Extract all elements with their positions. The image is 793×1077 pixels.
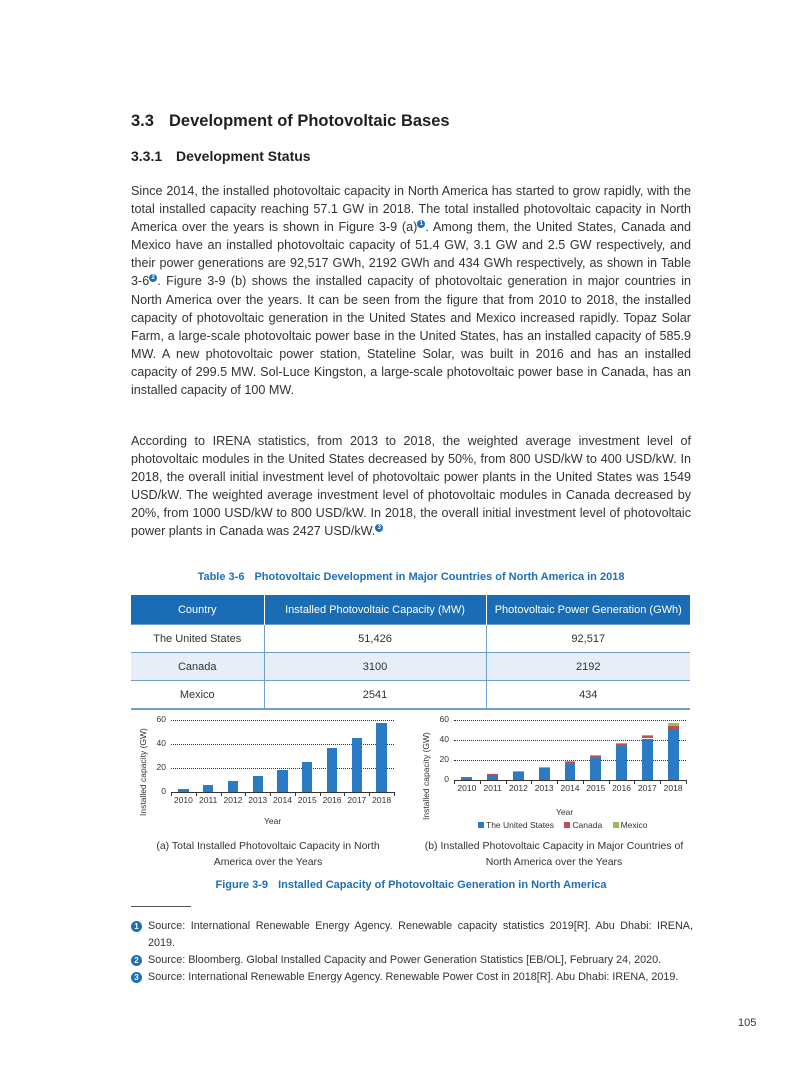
bar-segment [487, 775, 498, 780]
x-tick-label: 2014 [560, 783, 580, 793]
table-title: Photovoltaic Development in Major Countries of North America in 2018 [254, 571, 625, 583]
legend-swatch [478, 822, 484, 828]
bar-segment [539, 767, 550, 768]
bar-segment [565, 762, 576, 765]
gridline [171, 720, 394, 721]
x-axis-line [171, 792, 394, 793]
column-header: Photovoltaic Power Generation (GWh) [486, 595, 690, 625]
chart-capacity-by-country [418, 708, 693, 833]
footnote-text: Source: International Renewable Energy Agency. Renewable capacity statistics 2019[R]. Abu Dhabi: IRENA, 2019. [148, 920, 693, 949]
table-cell: Canada [131, 653, 264, 681]
bar-segment [487, 774, 498, 775]
y-tick-label: 20 [156, 762, 166, 772]
footnote-3 [131, 969, 693, 986]
section-heading [131, 112, 450, 131]
x-tick-label: 2011 [483, 783, 502, 793]
table-cell: 51,426 [264, 625, 486, 653]
section-title: Development of Photovoltaic Bases [169, 112, 450, 130]
subcaption-a: (a) Total Installed Photovoltaic Capacity in North America over the Years [156, 840, 380, 868]
table-cell: 434 [486, 681, 690, 710]
subcaption-b: (b) Installed Photovoltaic Capacity in Major Countries of North America over the Years [424, 840, 684, 868]
bar-segment [565, 764, 576, 780]
x-tick [686, 780, 687, 784]
paragraph-text: Since 2014, the installed photovoltaic capacity in North America has started to grow rapidly, with the total installed capacity reaching 57.1 GW in 2018. The total installed photovoltaic capacity in North America over the years is shown in Figure 3-9 (a) [131, 184, 691, 235]
column-header: Installed Photovoltaic Capacity (MW) [264, 595, 486, 625]
bar-segment [616, 743, 627, 746]
plot-area [439, 714, 686, 793]
bar [203, 785, 213, 792]
bar-segment [642, 736, 653, 739]
footnote-marker-3[interactable]: 3 [375, 524, 383, 532]
table-cell: 92,517 [486, 625, 690, 653]
bar-segment [642, 735, 653, 736]
bar [253, 776, 263, 792]
x-tick-label: 2011 [199, 795, 218, 805]
bar-segment [461, 778, 472, 780]
figure-caption [131, 879, 691, 891]
footnote-text: Source: International Renewable Energy Agency. Renewable Power Cost in 2018[R]. Abu Dhabi: IRENA, 2019. [148, 971, 679, 983]
table-caption [131, 571, 691, 583]
legend-item-us [478, 820, 554, 830]
x-tick-label: 2012 [508, 783, 528, 793]
footnote-text: Source: Bloomberg. Global Installed Capacity and Power Generation Statistics [EB/OL], February 24, 2020. [148, 954, 662, 966]
footnote-marker-1[interactable]: 1 [417, 220, 425, 228]
y-tick-label: 0 [161, 786, 166, 796]
bar-segment [616, 746, 627, 780]
x-axis-title: Year [556, 807, 574, 817]
paragraph-text: . Figure 3-9 (b) shows the installed capacity of photovoltaic generation in major countries in North America over the years. It can be seen from the figure that from 2010 to 2018, the installed capacity of photovoltaic generation in the United States and Mexico increased rapidly. Topaz Solar Farm, a large-scale photovoltaic power base in the United States, has an installed capacity of 585.9 MW. A new photovoltaic power station, Stateline Solar, was built in 2016 and has an installed capacity of 299.5 MW. Sol-Luce Kingston, a large-scale photovoltaic power base in Canada, has an installed capacity of 100 MW. [131, 274, 691, 398]
x-tick-label: 2015 [297, 795, 317, 805]
bar [376, 723, 386, 792]
x-tick-label: 2017 [637, 783, 657, 793]
x-axis-title: Year [264, 816, 282, 826]
table-number: Table 3-6 [197, 571, 245, 583]
bar [277, 770, 287, 792]
chart-total-capacity [135, 708, 405, 833]
x-tick-label: 2016 [322, 795, 342, 805]
bar [327, 748, 337, 792]
bar-segment [590, 758, 601, 780]
plot-area [156, 714, 394, 805]
legend-label: Mexico [620, 820, 648, 830]
x-tick-label: 2017 [347, 795, 367, 805]
paragraph-investment [131, 432, 691, 541]
y-axis-label: Installed capacity (GW) [138, 728, 148, 816]
figure-number: Figure 3-9 [215, 879, 269, 891]
x-tick-label: 2013 [534, 783, 554, 793]
table-row [131, 653, 690, 681]
legend-swatch [613, 822, 619, 828]
legend-item-mexico [613, 820, 648, 830]
y-tick-label: 0 [444, 774, 449, 784]
x-tick-label: 2010 [173, 795, 193, 805]
footnote-number-icon: 1 [131, 921, 142, 932]
footnote-number-icon: 3 [131, 972, 142, 983]
table-cell: 3100 [264, 653, 486, 681]
footnotes [131, 918, 693, 986]
bar-segment [642, 739, 653, 781]
footnote-number-icon: 2 [131, 955, 142, 966]
gridline [454, 720, 686, 721]
table-cell: The United States [131, 625, 264, 653]
subsection-number: 3.3.1 [131, 148, 163, 164]
x-axis-line [454, 780, 686, 781]
bar-segment [539, 768, 550, 780]
x-tick [394, 792, 395, 796]
bar-segment [513, 772, 524, 780]
y-tick-label: 60 [439, 714, 449, 724]
table-cell: 2541 [264, 681, 486, 710]
bar [302, 762, 312, 792]
footnote-divider [131, 906, 191, 907]
paragraph-text: . Among them, the United States, Canada and Mexico have an installed photovoltaic capacity of 51.4 GW, 3.1 GW and 2.5 GW respectively, and their power generations are 92,517 GWh, 2192 GWh and 434 GWh respectively, as shown in Table 3-6 [131, 220, 691, 289]
legend-item-canada [564, 820, 602, 830]
y-tick-label: 40 [439, 734, 449, 744]
section-number: 3.3 [131, 112, 154, 130]
paragraph-text: According to IRENA statistics, from 2013 to 2018, the weighted average investment level of photovoltaic modules in the United States decreased by 50%, from 800 USD/kW to 400 USD/kW. In 2018, the overall initial investment level of photovoltaic power plants in the United States was 1549 USD/kW. The weighted average investment level of photovoltaic modules in Canada decreased by 20%, from 1000 USD/kW to 800 USD/kW. In 2018, the overall initial investment level of photovoltaic power plants in Canada was 2427 USD/kW. [131, 434, 691, 539]
subsection-heading [131, 148, 311, 164]
table-row [131, 625, 690, 653]
page-number: 105 [738, 1017, 757, 1029]
table-cell: Mexico [131, 681, 264, 710]
x-tick-label: 2018 [372, 795, 392, 805]
bar [228, 781, 238, 792]
x-tick-label: 2018 [663, 783, 683, 793]
legend-label: Canada [572, 820, 603, 830]
x-tick-label: 2014 [273, 795, 292, 805]
legend-swatch [564, 822, 570, 828]
x-tick-label: 2016 [612, 783, 631, 793]
bar-segment [513, 771, 524, 772]
paragraph-development-status [131, 182, 691, 399]
bar-segment [668, 729, 679, 780]
legend-label: The United States [486, 820, 555, 830]
footnote-marker-2[interactable]: 2 [149, 274, 157, 282]
bar-segment [668, 726, 679, 729]
table-header-row [131, 595, 690, 625]
y-axis-label: Installed capacity (GW) [421, 732, 431, 820]
bar [352, 738, 362, 792]
y-tick-label: 60 [156, 714, 166, 724]
x-tick-label: 2012 [223, 795, 243, 805]
x-tick-label: 2015 [586, 783, 606, 793]
bar-segment [590, 756, 601, 759]
x-tick-label: 2010 [457, 783, 477, 793]
bar-segment [668, 723, 679, 726]
column-header: Country [131, 595, 264, 625]
footnote-2 [131, 952, 693, 969]
figure-title: Installed Capacity of Photovoltaic Generation in North America [278, 879, 607, 891]
chart-legend [478, 820, 656, 830]
table-row [131, 681, 690, 710]
y-tick-label: 20 [439, 754, 449, 764]
footnote-1 [131, 918, 693, 952]
x-tick-label: 2013 [248, 795, 268, 805]
pv-development-table [131, 595, 690, 710]
bar [178, 789, 188, 792]
y-tick-label: 40 [156, 738, 166, 748]
table-cell: 2192 [486, 653, 690, 681]
subsection-title: Development Status [176, 148, 311, 164]
